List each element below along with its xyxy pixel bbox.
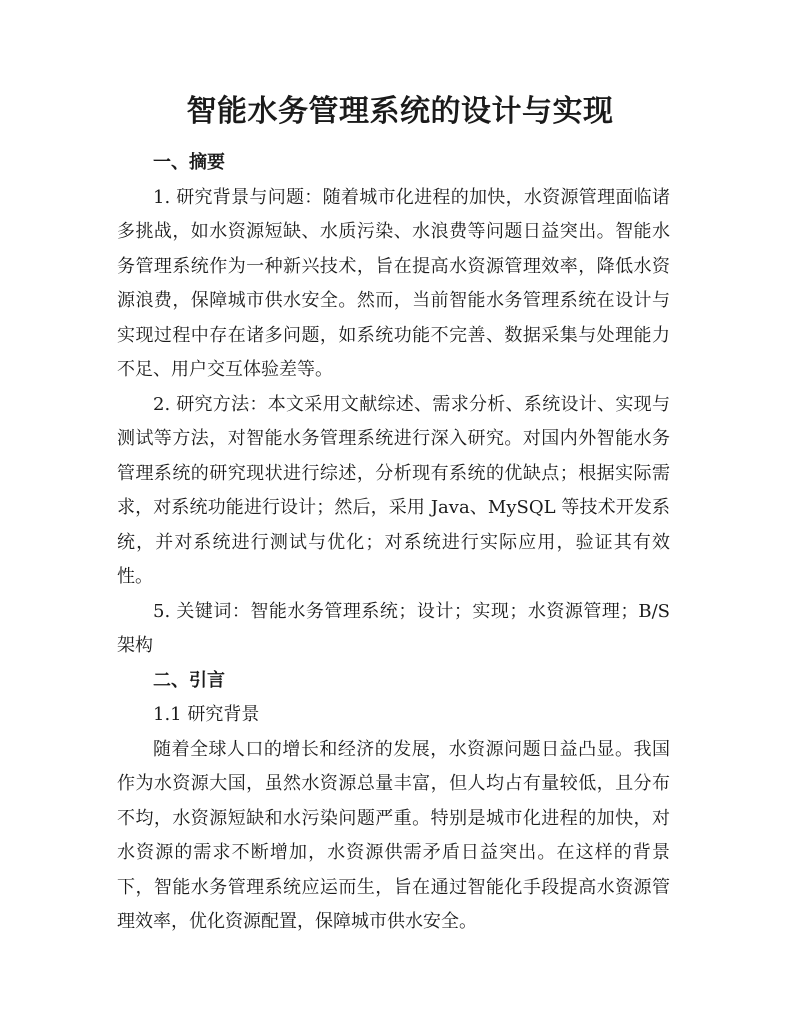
document-title: 智能水务管理系统的设计与实现 xyxy=(186,94,614,129)
introduction-paragraph: 随着全球人口的增长和经济的发展，水资源问题日益凸显。我国作为水资源大国，虽然水资源总量丰富，但人均占有量较低，且分布不均，水资源短缺和水污染问题严重。特别是城市化进程的加快，对水资源的需求不断增加，水资源供需矛盾日益突出。在这样的背景下，智能水务管理系统应运而生，旨在通过智能化手段提高水资源管理效率，优化资源配置，保障城市供水安全。 xyxy=(117,738,670,932)
section-heading-introduction: 二、引言 xyxy=(153,669,225,691)
section-heading-abstract: 一、摘要 xyxy=(153,152,225,173)
abstract-paragraph-background: 1. 研究背景与问题：随着城市化进程的加快，水资源管理面临诸多挑战，如水资源短缺、水质污染、水浪费等问题日益突出。智能水务管理系统作为一种新兴技术，旨在提高水资源管理效率，降低水资源浪费，保障城市供水安全。然而，当前智能水务管理系统在设计与实现过程中存在诸多问题，如系统功能不完善、数据采集与处理能力不足、用户交互体验差等。 xyxy=(117,186,670,380)
abstract-paragraph-keywords: 5. 关键词：智能水务管理系统；设计；实现；水资源管理；B/S 架构 xyxy=(117,600,670,656)
subsection-heading-background: 1.1 研究背景 xyxy=(153,704,260,725)
abstract-paragraph-methods: 2. 研究方法：本文采用文献综述、需求分析、系统设计、实现与测试等方法，对智能水务管理系统进行深入研究。对国内外智能水务管理系统的研究现状进行综述，分析现有系统的优缺点；根据实际需求，对系统功能进行设计；然后，采用 Java、MySQL 等技术开发系统，并对系统进行测试与优化；对系统进行实际应用，验证其有效性。 xyxy=(117,393,670,587)
document-body xyxy=(117,146,670,940)
